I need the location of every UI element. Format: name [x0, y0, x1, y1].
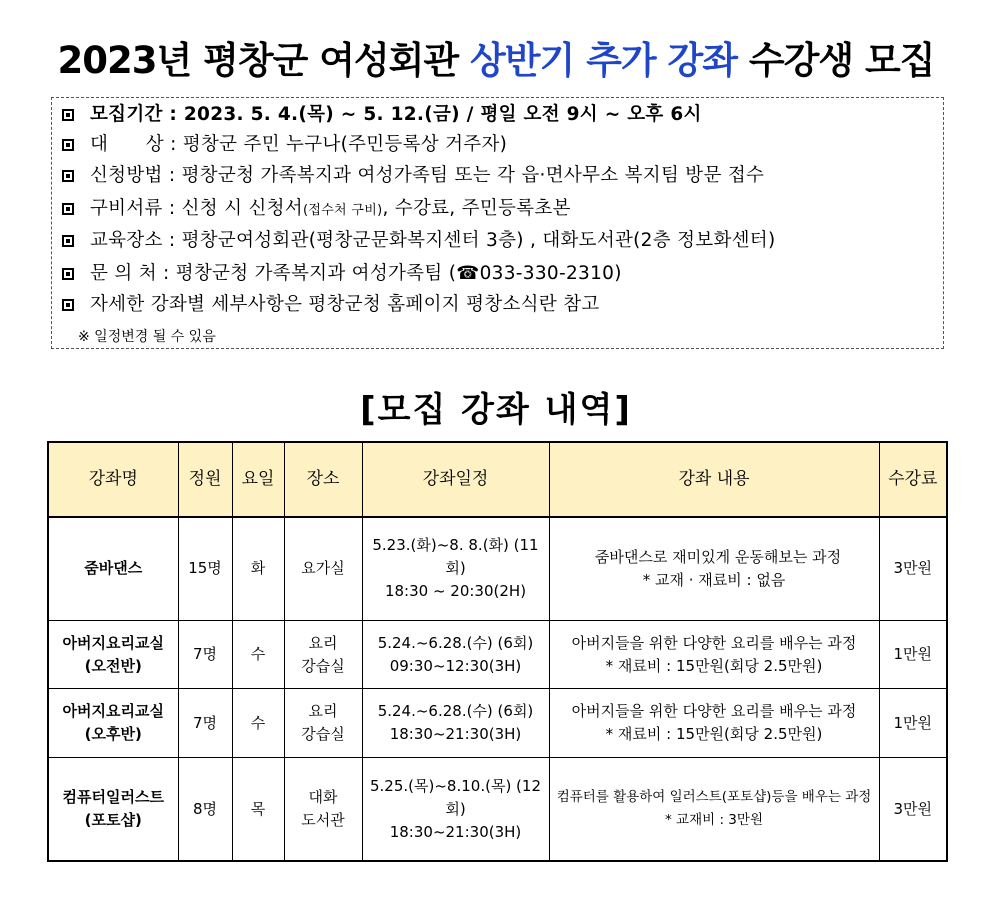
- header-fee: 수강료: [879, 442, 947, 517]
- info-method-row: [62, 161, 764, 187]
- course-place: [284, 517, 362, 620]
- course-place-line2: 도서관: [301, 811, 345, 830]
- course-schedule-dates: 5.25.(목)~8.10.(목) (12회): [370, 776, 541, 818]
- course-content-cost: * 재료비 : 15만원(회당 2.5만원): [605, 725, 823, 744]
- table-row: [48, 758, 947, 861]
- header-day: 요일: [232, 442, 284, 517]
- course-schedule: [362, 620, 549, 689]
- course-place-line2: 강습실: [301, 725, 345, 744]
- info-method: 신청방법 : 평창군청 가족복지과 여성가족팀 또는 각 읍·면사무소 복지팀 방문 접수: [90, 165, 765, 186]
- course-place-line1: 요가실: [301, 559, 345, 578]
- info-location-row: [62, 226, 775, 252]
- title-highlight: 상반기 추가 강좌: [470, 39, 738, 82]
- course-name: [48, 620, 178, 689]
- header-place: 장소: [284, 442, 362, 517]
- course-content-desc: 컴퓨터를 활용하여 일러스트(포토샵)등을 배우는 과정: [556, 789, 872, 806]
- course-day: 수: [232, 689, 284, 758]
- info-details-row: [62, 290, 600, 316]
- course-place: [284, 689, 362, 758]
- course-table: [47, 441, 948, 862]
- course-name-line2: (오전반): [84, 656, 142, 675]
- course-schedule-dates: 5.24.~6.28.(수) (6회): [377, 702, 534, 721]
- course-name: [48, 689, 178, 758]
- course-schedule-dates: 5.24.~6.28.(수) (6회): [377, 633, 534, 652]
- section-title: [모집 강좌 내역]: [360, 390, 632, 430]
- course-content: [549, 517, 879, 620]
- info-contact: 문 의 처 : 평창군청 가족복지과 여성가족팀 (☎033-330-2310): [90, 263, 622, 284]
- course-content-desc: 아버지들을 위한 다양한 요리를 배우는 과정: [571, 633, 857, 652]
- course-content-cost: * 재료비 : 15만원(회당 2.5만원): [605, 656, 823, 675]
- info-documents-row: [62, 194, 571, 220]
- header-schedule: 강좌일정: [362, 442, 549, 517]
- course-name: [48, 517, 178, 620]
- course-name-line1: 줌바댄스: [84, 559, 143, 578]
- course-day: 목: [232, 758, 284, 861]
- info-documents: 구비서류 : 신청 시 신청서: [90, 198, 303, 219]
- title-part2: 수강생 모집: [737, 39, 935, 82]
- page-title: [0, 30, 992, 84]
- square-bullet-icon: [62, 170, 74, 182]
- course-name-line2: (오후반): [84, 725, 142, 744]
- info-target: 대 상 : 평창군 주민 누구나(주민등록상 거주자): [90, 134, 508, 155]
- course-fee: 3만원: [879, 517, 947, 620]
- course-fee: 3만원: [879, 758, 947, 861]
- course-name-line1: 컴퓨터일러스트: [62, 788, 164, 807]
- info-period-row: [62, 100, 702, 126]
- course-capacity: 8명: [178, 758, 232, 861]
- course-content: [549, 689, 879, 758]
- course-capacity: 15명: [178, 517, 232, 620]
- header-content: 강좌 내용: [549, 442, 879, 517]
- table-row: [48, 517, 947, 620]
- course-place-line2: 강습실: [301, 656, 345, 675]
- info-target-row: [62, 130, 507, 156]
- header-capacity: 정원: [178, 442, 232, 517]
- info-contact-row: [62, 259, 622, 285]
- course-content: [549, 758, 879, 861]
- course-name: [48, 758, 178, 861]
- course-schedule-time: 18:30 ~ 20:30(2H): [384, 582, 527, 601]
- square-bullet-icon: [62, 235, 74, 247]
- info-documents-rest: , 수강료, 주민등록초본: [382, 198, 571, 219]
- course-schedule: [362, 758, 549, 861]
- course-place: [284, 758, 362, 861]
- course-place-line1: 요리: [308, 702, 338, 721]
- course-schedule: [362, 689, 549, 758]
- square-bullet-icon: [62, 299, 74, 311]
- square-bullet-icon: [62, 268, 74, 280]
- course-fee: 1만원: [879, 689, 947, 758]
- course-fee: 1만원: [879, 620, 947, 689]
- course-schedule: [362, 517, 549, 620]
- square-bullet-icon: [62, 109, 74, 121]
- info-period: 모집기간 : 2023. 5. 4.(목) ~ 5. 12.(금) / 평일 오전 9시 ~ 오후 6시: [90, 104, 702, 125]
- course-content-desc: 아버지들을 위한 다양한 요리를 배우는 과정: [571, 702, 857, 721]
- course-day: 화: [232, 517, 284, 620]
- info-box: [51, 97, 944, 349]
- table-row: [48, 620, 947, 689]
- course-content: [549, 620, 879, 689]
- course-name-line2: (포토샵): [84, 811, 142, 830]
- course-day: 수: [232, 620, 284, 689]
- course-name-line1: 아버지요리교실: [62, 633, 164, 652]
- course-content-cost: * 교재비 : 3만원: [665, 812, 763, 829]
- table-header-row: [48, 442, 947, 517]
- info-location: 교육장소 : 평창군여성회관(평창군문화복지센터 3층) , 대화도서관(2층 정보화센터): [90, 230, 776, 251]
- course-schedule-time: 18:30~21:30(3H): [389, 725, 522, 744]
- course-place: [284, 620, 362, 689]
- square-bullet-icon: [62, 203, 74, 215]
- course-capacity: 7명: [178, 689, 232, 758]
- info-details: 자세한 강좌별 세부사항은 평창군청 홈페이지 평창소식란 참고: [90, 294, 600, 315]
- info-documents-note: (접수처 구비): [302, 203, 383, 218]
- info-note: ※ 일정변경 될 수 있음: [78, 329, 216, 345]
- course-content-desc: 줌바댄스로 재미있게 운동해보는 과정: [594, 547, 842, 566]
- header-course-name: 강좌명: [48, 442, 178, 517]
- course-name-line1: 아버지요리교실: [62, 702, 164, 721]
- course-content-cost: * 교재 · 재료비 : 없음: [642, 570, 786, 589]
- title-part1: 2023년 평창군 여성회관: [57, 39, 471, 82]
- course-place-line1: 요리: [308, 633, 338, 652]
- table-row: [48, 689, 947, 758]
- course-place-line1: 대화: [308, 788, 338, 807]
- course-schedule-dates: 5.23.(화)~8. 8.(화) (11회): [372, 536, 539, 578]
- course-capacity: 7명: [178, 620, 232, 689]
- course-schedule-time: 18:30~21:30(3H): [389, 822, 522, 841]
- square-bullet-icon: [62, 139, 74, 151]
- course-schedule-time: 09:30~12:30(3H): [389, 656, 522, 675]
